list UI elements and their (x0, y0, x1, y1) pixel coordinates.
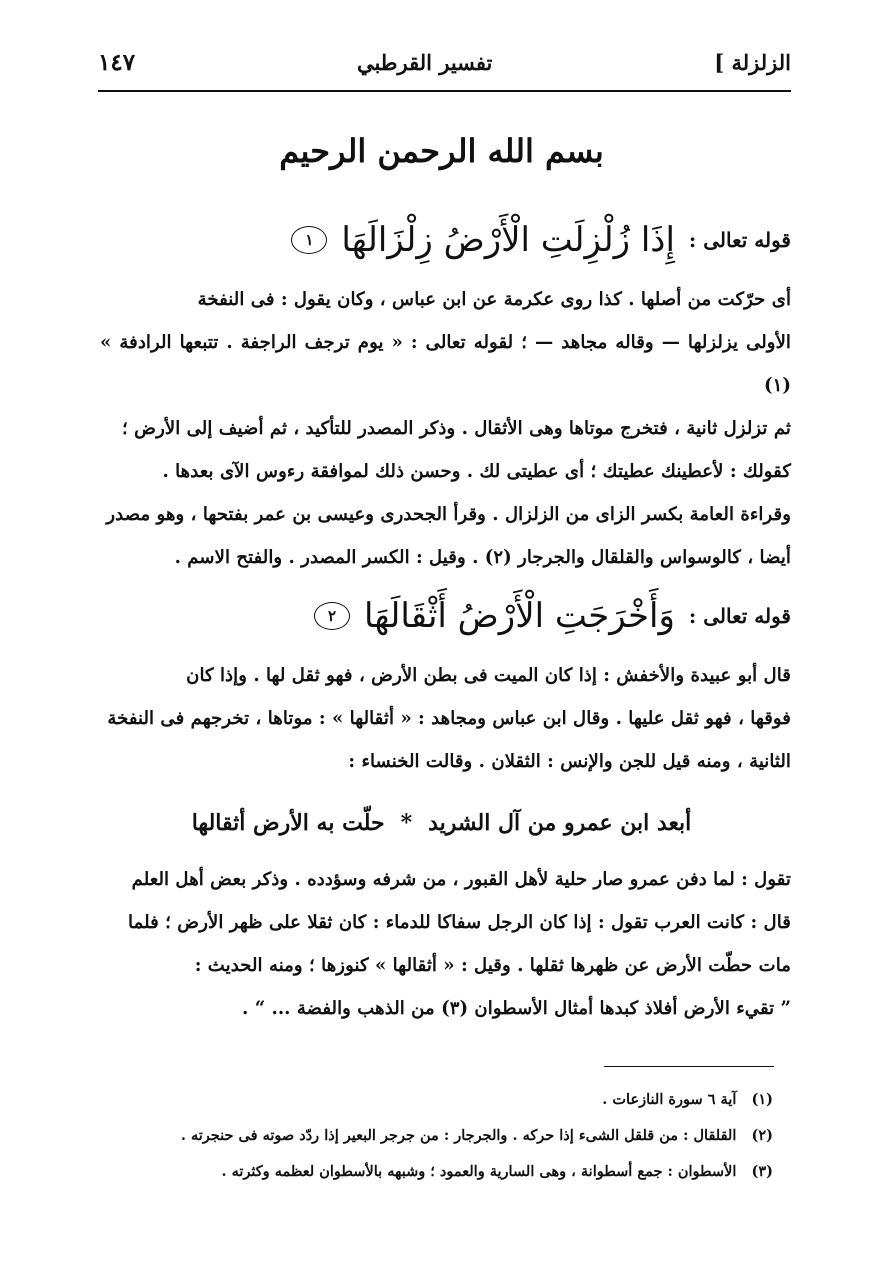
text-line: مات حطّت الأرض عن ظهرها ثقلها . وقيل : « أثقالها » كنوزها ؛ ومنه الحديث : (194, 955, 791, 976)
commentary-paragraph-2 (100, 654, 791, 783)
footnote-rule (604, 1066, 774, 1067)
footnote-2 (150, 1118, 773, 1154)
running-header (98, 40, 791, 84)
ayah-1-text: إِذَا زُلْزِلَتِ الْأَرْضُ زِلْزَالَهَا (341, 220, 675, 260)
footnote-3 (150, 1154, 773, 1190)
ayah-2-text: وَأَخْرَجَتِ الْأَرْضُ أَثْقَالَهَا (364, 596, 675, 636)
text-line: قال أبو عبيدة والأخفش : إذا كان الميت فى بطن الأرض ، فهو ثقل لها . وإذا كان (186, 665, 791, 686)
header-book-title: تفسير القرطبي (356, 49, 493, 75)
verse-second-hemistich: حلّت به الأرض أثقالها (191, 810, 385, 836)
text-line: الثانية ، ومنه قيل للجن والإنس : الثقلان . وقالت الخنساء : (348, 751, 791, 772)
ayah-1-intro: قوله تعالى : (688, 228, 791, 252)
commentary-paragraph-3 (100, 858, 791, 1030)
text-line: فوقها ، فهو ثقل عليها . وقال ابن عباس ومجاهد : « أثقالها » : موتاها ، تخرجهم فى النفخة (107, 708, 791, 729)
ayah-2-number: ٢ (314, 602, 350, 630)
header-rule (98, 90, 791, 92)
header-page-number: ١٤٧ (98, 48, 136, 76)
footnote-number: (٣) (751, 1163, 773, 1180)
footnote-1 (150, 1082, 773, 1118)
verse-first-hemistich: أبعد ابن عمرو من آل الشريد (428, 810, 692, 836)
basmala: بسم الله الرحمن الرحيم (279, 132, 604, 170)
footnote-text: القلقال : من قلقل الشىء إذا حركه . والجرجار : من جرجر البعير إذا ردّد صوته فى حنجرته . (180, 1127, 737, 1144)
footnote-number: (٢) (751, 1127, 773, 1144)
footnote-number: (١) (751, 1091, 773, 1108)
verse-separator: * (400, 810, 413, 836)
ayah-heading-2 (100, 588, 791, 644)
footnote-text: آية ٦ سورة النازعات . (602, 1091, 737, 1108)
text-line: قال : كانت العرب تقول : إذا كان الرجل سفاكا للدماء : كان ثقلا على ظهر الأرض ؛ فلما (128, 912, 791, 933)
ayah-heading-1 (100, 212, 791, 268)
text-line: ” تقيء الأرض أفلاذ كبدها أمثال الأسطوان (٣) من الذهب والفضة ... “ . (242, 998, 791, 1019)
poetry-verse (160, 798, 723, 848)
header-section: الزلزلة ] (714, 49, 791, 75)
text-line: وقراءة العامة بكسر الزاى من الزلزال . وقرأ الجحدرى وعيسى بن عمر بفتحها ، وهو مصدر (106, 504, 791, 525)
footnote-text: الأسطوان : جمع أسطوانة ، وهى السارية والعمود ؛ وشبهه بالأسطوان لعظمه وكثرته . (221, 1163, 737, 1180)
text-line: ثم تزلزل ثانية ، فتخرج موتاها وهى الأثقال . وذكر المصدر للتأكيد ، ثم أضيف إلى الأرض ؛ (121, 418, 791, 439)
text-line: كقولك : لأعطينك عطيتك ؛ أى عطيتى لك . وحسن ذلك لموافقة رءوس الآى بعدها . (162, 461, 791, 482)
text-line: أيضا ، كالوسواس والقلقال والجرجار (٢) . وقيل : الكسر المصدر . والفتح الاسم . (174, 547, 791, 568)
ayah-2-intro: قوله تعالى : (688, 604, 791, 628)
text-line: الأولى يزلزلها — وقاله مجاهد — ؛ لقوله تعالى : « يوم ترجف الراجفة . تتبعها الرادفة » (١) (100, 332, 791, 396)
commentary-paragraph-1 (100, 278, 791, 579)
text-line: تقول : لما دفن عمرو صار حلية لأهل القبور ، من شرفه وسؤدده . وذكر بعض أهل العلم (131, 869, 791, 890)
footnotes (150, 1082, 773, 1190)
text-line: أى حرّكت من أصلها . كذا روى عكرمة عن ابن عباس ، وكان يقول : فى النفخة (197, 289, 791, 310)
ayah-1-number: ١ (291, 226, 327, 254)
